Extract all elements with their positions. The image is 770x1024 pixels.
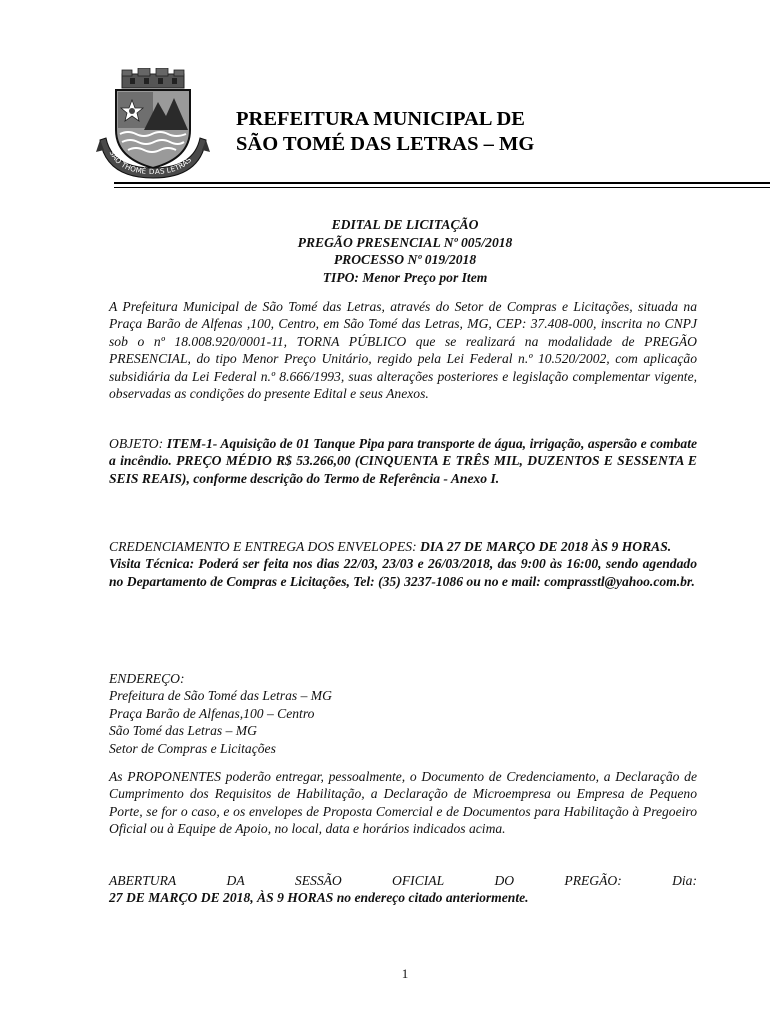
proponentes-paragraph: As PROPONENTES poderão entregar, pessoalmente, o Documento de Credenciamento, a Declaração de Cumprimento dos Requisitos de Habilitação, a Declaração de Microempresa ou Empresa de Pequeno Porte, se for o caso, e os envelopes de Proposta Comercial e de Documentos para Habilitação à Pregoeiro Oficial ou à Equipe de Apoio, no local, data e horários indicados acima. [109,769,697,837]
endereco-line: Prefeitura de São Tomé das Letras – MG [109,688,332,704]
credenciamento-paragraph [109,538,697,590]
abertura-word: SESSÃO [294,873,342,888]
heading-line-edital: EDITAL DE LICITAÇÃO [331,217,479,232]
abertura-date: 27 DE MARÇO DE 2018, ÀS 9 HORAS no endereço citado anteriormente. [109,890,529,906]
objeto-label: OBJETO: [109,436,167,451]
abertura-block [109,872,697,907]
intro-paragraph: A Prefeitura Municipal de São Tomé das Letras, através do Setor de Compras e Licitações, situada na Praça Barão de Alfenas ,100, Centro, em São Tomé das Letras, MG, CEP: 37.408-000, inscrita no CNPJ sob o nº 18.008.920/0001-11, TORNA PÚBLICO que se realizará na modalidade de PREGÃO PRESENCIAL, do tipo Menor Preço Unitário, regido pela Lei Federal n.º 10.520/2002, com aplicação subsidiária da Lei Federal n.º 8.666/1993, suas alterações posteriores e legislação complementar vigente, observadas as condições do presente Edital e seus Anexos. [109,299,697,402]
abertura-word: DO [494,873,515,888]
objeto-paragraph [109,435,697,487]
abertura-word: OFICIAL [392,873,445,888]
heading-line-pregao: PREGÃO PRESENCIAL Nº 005/2018 [297,234,513,250]
objeto-text: ITEM-1- Aquisição de 01 Tanque Pipa para transporte de água, irrigação, aspersão e combate a incêndio. PREÇO MÉDIO R$ 53.266,00 (CINQUENTA E TRÊS MIL, DUZENTOS E SESSENTA E SEIS REAIS), conforme descrição do Termo de Referência - Anexo I. [109,436,698,486]
header-divider-thin [114,187,770,188]
abertura-word: ABERTURA [109,873,177,888]
org-title-line2: SÃO TOMÉ DAS LETRAS – MG [236,133,535,155]
abertura-word: DA [226,873,245,888]
municipal-crest-logo [96,68,210,180]
endereco-line: Setor de Compras e Licitações [109,740,276,756]
header-divider-thick [114,182,770,184]
page-number: 1 [401,966,409,981]
credenciamento-date: DIA 27 DE MARÇO DE 2018 ÀS 9 HORAS. [420,539,672,554]
edital-heading [0,216,770,286]
visita-tecnica-text: Visita Técnica: Poderá ser feita nos dias 22/03, 23/03 e 26/03/2018, das 9:00 às 16:00, sendo agendado no Departamento de Compras e Licitações, Tel: (35) 3237-1086 ou no e mail: comprasstl@yahoo.com.br. [109,556,697,589]
abertura-word: Dia: [672,873,697,888]
endereco-label: ENDEREÇO: [109,671,185,686]
heading-line-tipo: TIPO: Menor Preço por Item [322,269,488,285]
endereco-block [109,670,697,757]
org-title-line1: PREFEITURA MUNICIPAL DE [236,108,525,130]
endereco-line: São Tomé das Letras – MG [109,723,257,739]
endereco-line: Praça Barão de Alfenas,100 – Centro [109,705,315,721]
credenciamento-label: CREDENCIAMENTO E ENTREGA DOS ENVELOPES: [109,539,421,554]
crest-ribbon-text: SÃO THOMÉ DAS LETRAS [107,148,194,177]
abertura-line [109,872,697,889]
org-title [236,107,534,157]
heading-line-processo: PROCESSO Nº 019/2018 [333,252,477,267]
abertura-word: PREGÃO: [564,873,622,888]
